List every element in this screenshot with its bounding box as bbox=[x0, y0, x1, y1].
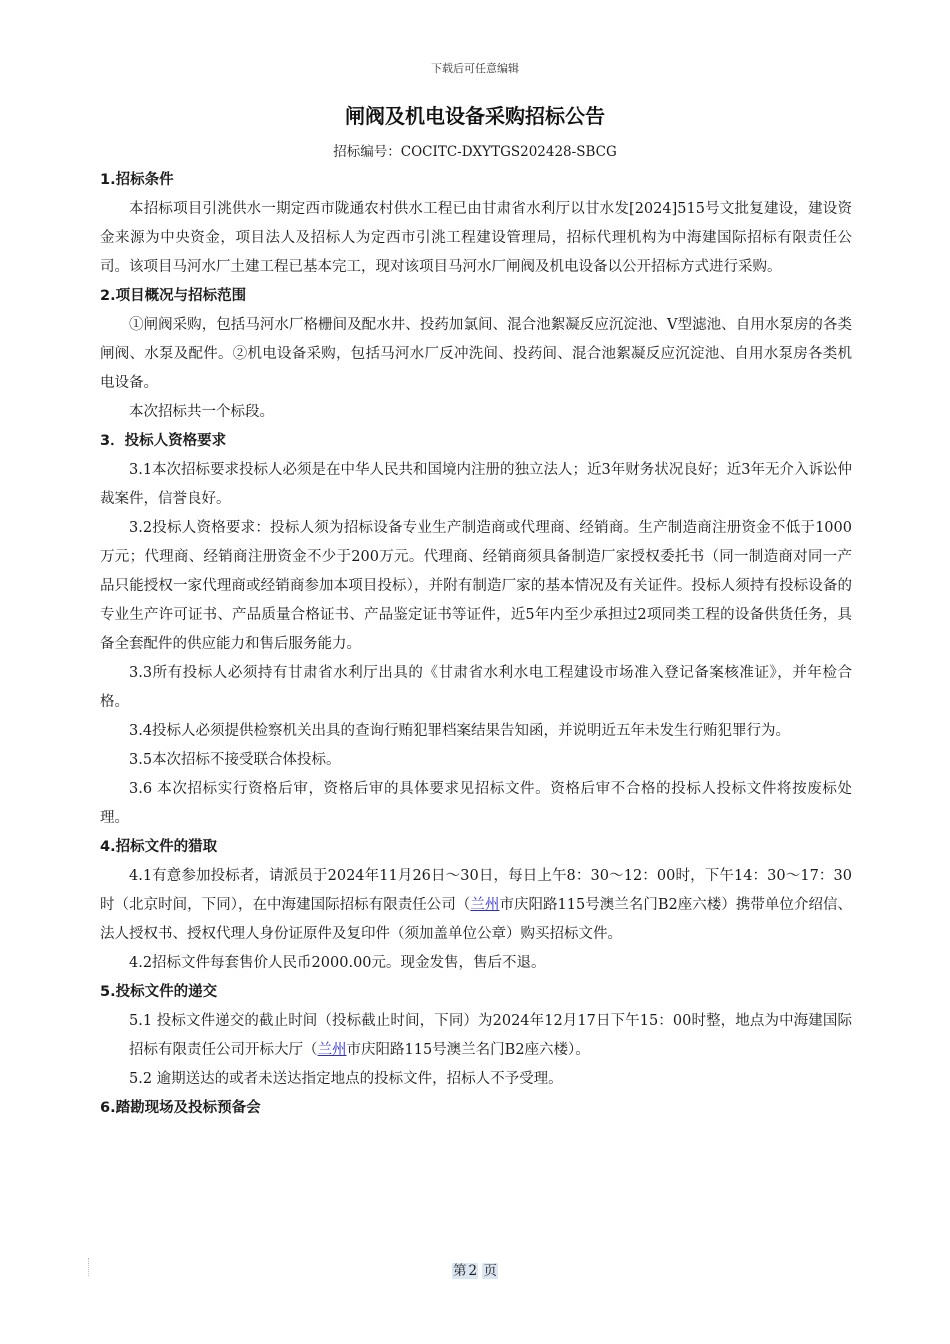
section-4-1 bbox=[100, 862, 852, 949]
section-5-1 bbox=[100, 1007, 852, 1065]
page-suffix: 页 bbox=[483, 1263, 497, 1279]
section-3-2: 3.2投标人资格要求：投标人须为招标设备专业生产制造商或代理商、经销商。生产制造商注册资金不低于1000万元；代理商、经销商注册资金不少于200万元。代理商、经销商须具备制造厂家授权委托书（同一制造商对同一产品只能授权一家代理商或经销商参加本项目投标），并附有制造厂家的基本情况及有关证件。投标人须持有投标设备的专业生产许可证书、产品质量合格证书、产品鉴定证书等证件，近5年内至少承担过2项同类工程的设备供货任务，具备全套配件的供应能力和售后服务能力。 bbox=[100, 520, 852, 652]
section-3-4: 3.4投标人必须提供检察机关出具的查询行贿犯罪档案结果告知函，并说明近五年未发生行贿犯罪行为。 bbox=[129, 723, 791, 739]
section-5-heading: 5.投标文件的递交 bbox=[100, 984, 218, 1000]
page-number bbox=[0, 1259, 950, 1279]
section-4-1-text-b: 市庆阳路115号澳兰名门B2座六楼）携带单位介绍信、法人授权书、授权代理人身份证原件及复印件（须加盖单位公章）购买招标文件。 bbox=[100, 897, 853, 942]
section-2-paragraph-2: 本次招标共一个标段。 bbox=[129, 404, 274, 420]
section-1-heading: 1.招标条件 bbox=[100, 172, 174, 188]
lanzhou-link[interactable]: 兰州 bbox=[470, 897, 500, 913]
section-6-heading: 6.踏勘现场及投标预备会 bbox=[100, 1100, 261, 1116]
section-5-1-text-a: 5.1 投标文件递交的截止时间（投标截止时间，下同）为2024年12月17日下午15：00时整，地点为中海建国际招标有限责任公司开标大厅（ bbox=[129, 1013, 852, 1058]
section-3-heading: 3．投标人资格要求 bbox=[100, 433, 227, 449]
page-prefix: 第 bbox=[453, 1263, 467, 1279]
document-body bbox=[100, 166, 852, 1123]
document-title: 闸阀及机电设备采购招标公告 bbox=[345, 104, 605, 128]
section-1-paragraph: 本招标项目引洮供水一期定西市陇通农村供水工程已由甘肃省水利厅以甘水发[2024]515号文批复建设，建设资金来源为中央资金，项目法人及招标人为定西市引洮工程建设管理局，招标代理机构为中海建国际招标有限责任公司。该项目马河水厂土建工程已基本完工，现对该项目马河水厂闸阀及机电设备以公开招标方式进行采购。 bbox=[100, 201, 852, 275]
section-3-3: 3.3所有投标人必须持有甘肃省水利厅出具的《甘肃省水利水电工程建设市场准入登记备案核准证》，并年检合格。 bbox=[100, 665, 852, 710]
section-3-1: 3.1本次招标要求投标人必须是在中华人民共和国境内注册的独立法人；近3年财务状况良好；近3年无介入诉讼仲裁案件，信誉良好。 bbox=[100, 462, 853, 507]
section-4-2: 4.2招标文件每套售价人民币2000.00元。现金发售，售后不退。 bbox=[129, 955, 546, 971]
section-5-1-text-b: 市庆阳路115号澳兰名门B2座六楼）。 bbox=[346, 1042, 590, 1058]
section-3-6: 3.6 本次招标实行资格后审，资格后审的具体要求见招标文件。资格后审不合格的投标人投标文件将按废标处理。 bbox=[100, 781, 852, 826]
page-number-value: 2 bbox=[468, 1263, 478, 1279]
section-2-heading: 2.项目概况与招标范围 bbox=[100, 288, 247, 304]
section-3-5: 3.5本次招标不接受联合体投标。 bbox=[129, 752, 341, 768]
section-4-heading: 4.招标文件的猎取 bbox=[100, 839, 218, 855]
lanzhou-link[interactable]: 兰州 bbox=[317, 1042, 347, 1058]
section-2-paragraph-1: ①闸阀采购，包括马河水厂格栅间及配水井、投药加氯间、混合池絮凝反应沉淀池、V型滤池、自用水泵房的各类闸阀、水泵及配件。②机电设备采购，包括马河水厂反冲洗间、投药间、混合池絮凝反应沉淀池、自用水泵房各类机电设备。 bbox=[100, 317, 852, 391]
section-4-1-text-a: 4.1有意参加投标者，请派员于2024年11月26日～30日，每日上午8：30～12：00时，下午14：30～17：30时（北京时间，下同），在中海建国际招标有限责任公司（ bbox=[100, 868, 852, 913]
bid-number: 招标编号：COCITC-DXYTGS202428-SBCG bbox=[333, 144, 617, 160]
header-note: 下载后可任意编辑 bbox=[431, 62, 519, 75]
section-5-2: 5.2 逾期送达的或者未送达指定地点的投标文件，招标人不予受理。 bbox=[129, 1071, 563, 1087]
